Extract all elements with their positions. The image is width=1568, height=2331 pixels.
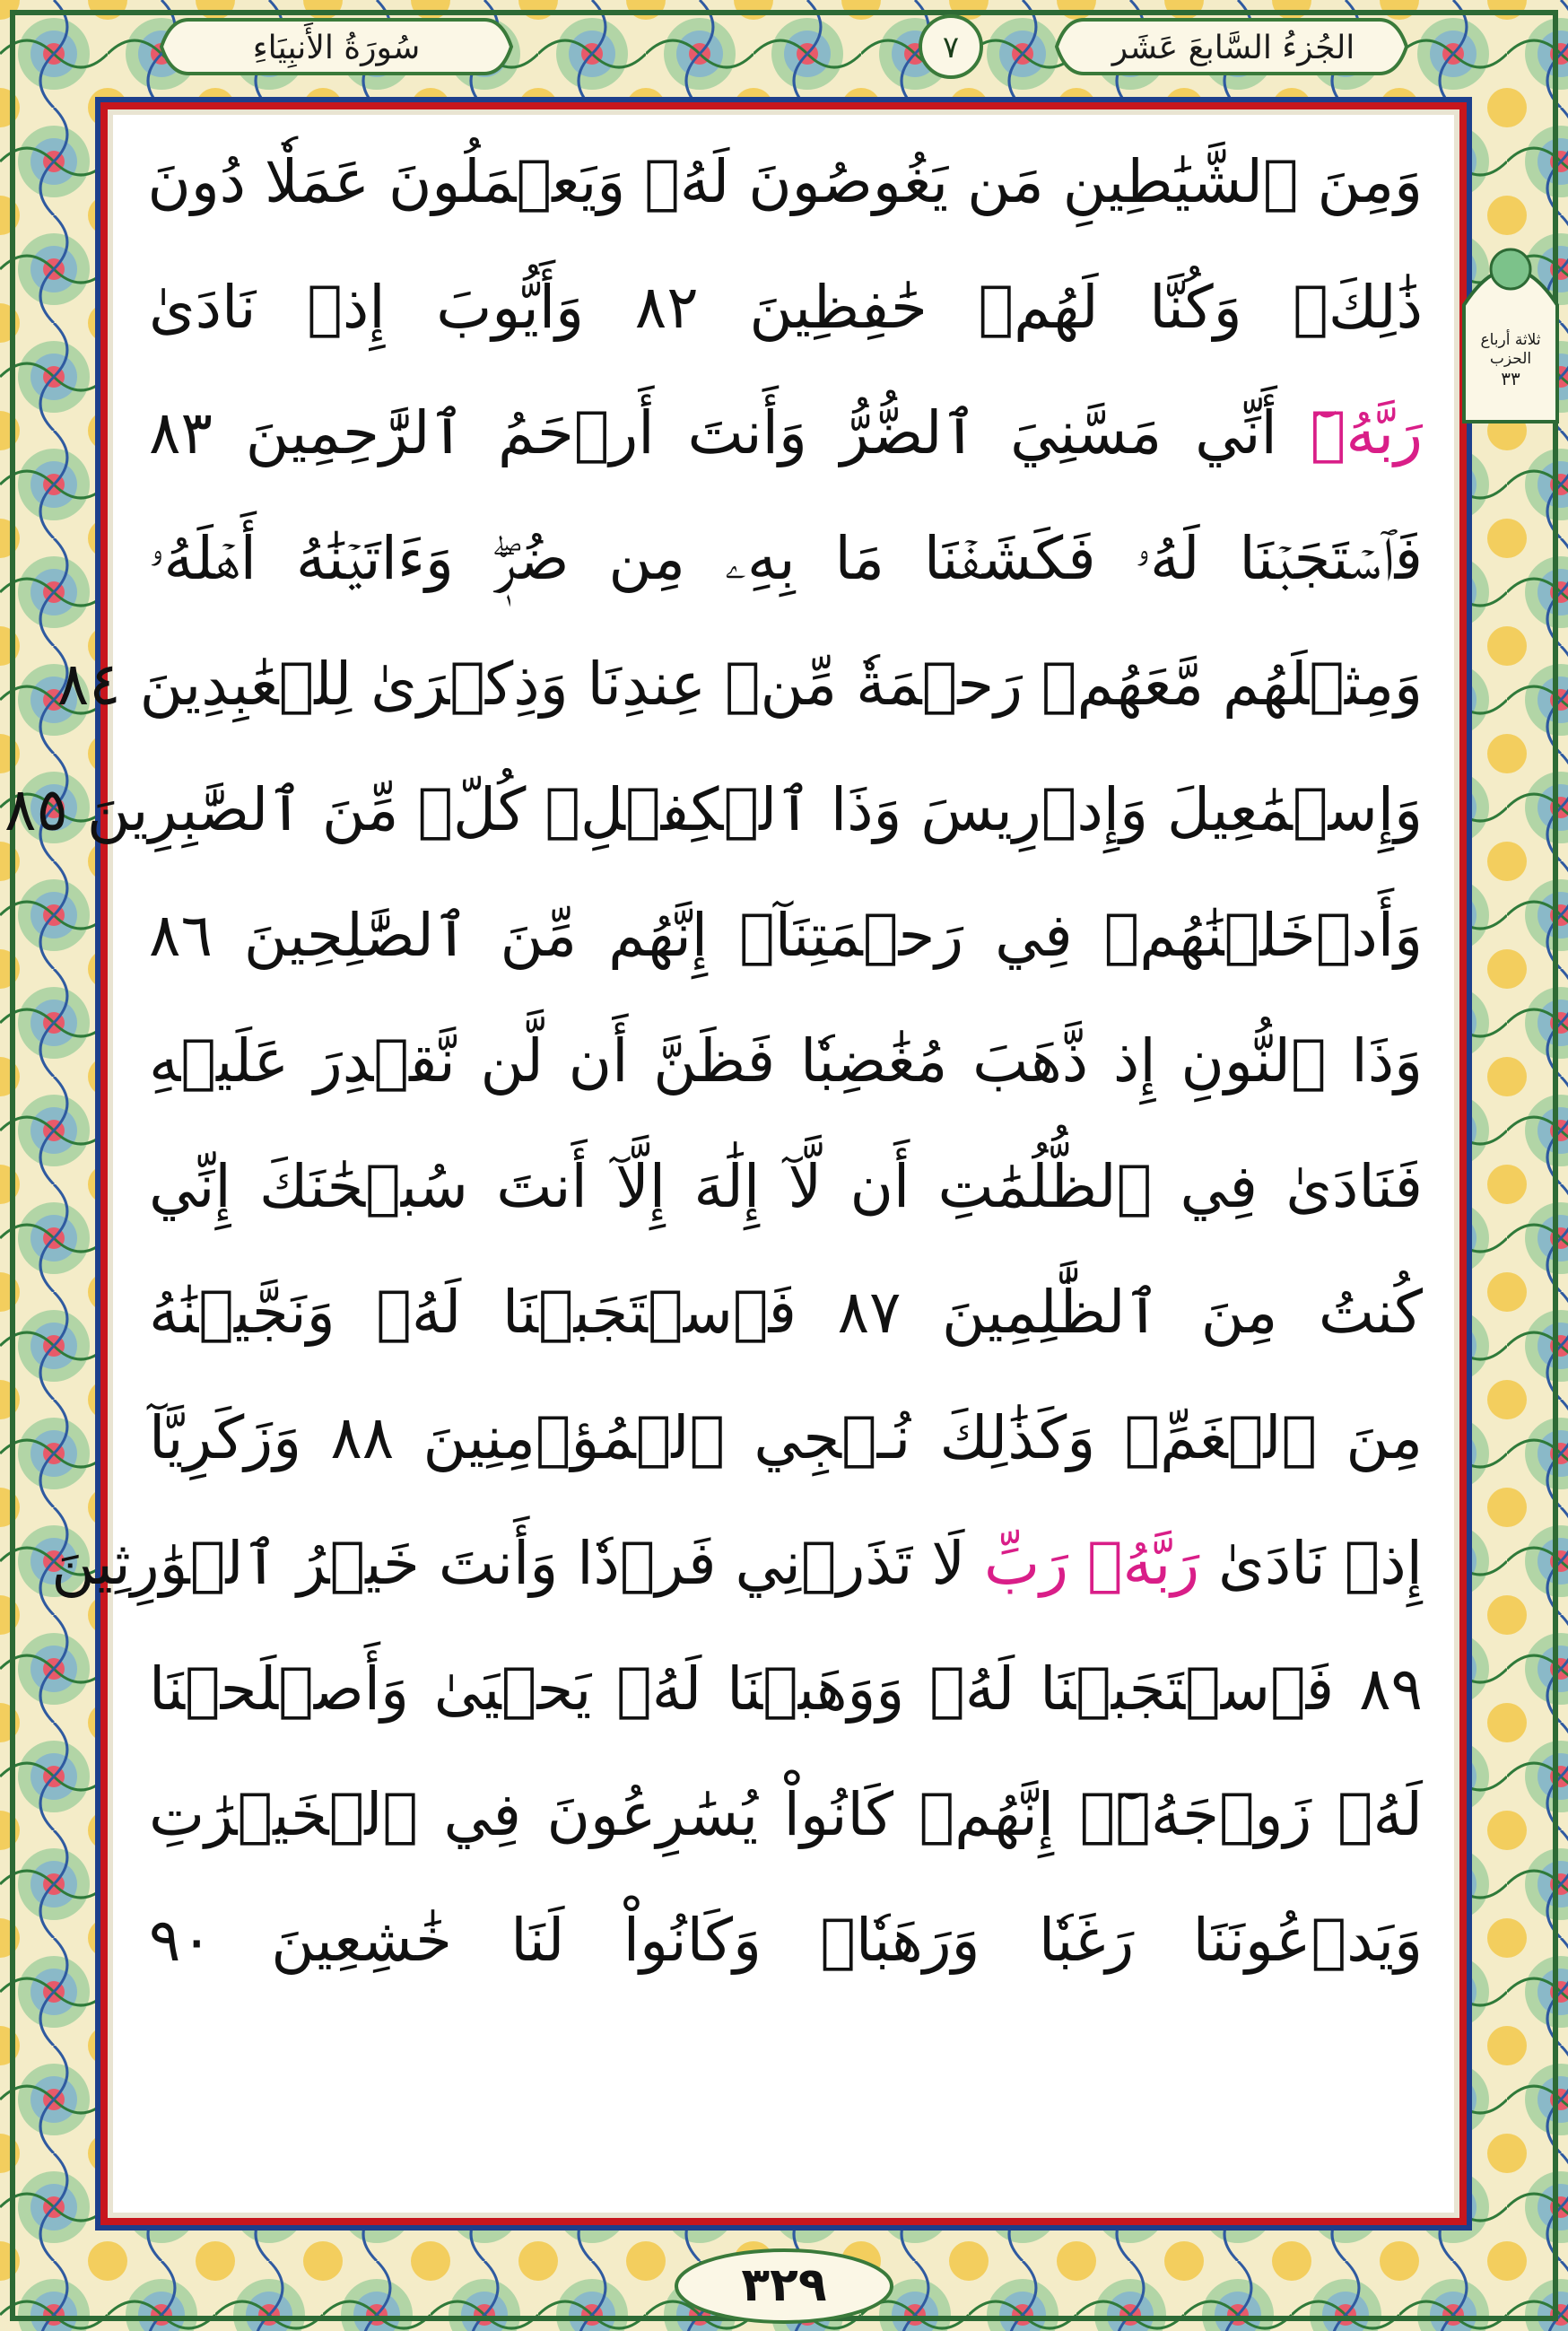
line-text: أَنِّي مَسَّنِيَ ٱلضُّرُّ وَأَنتَ أَرۡحَمُ ٱلرَّٰحِمِينَ ٨٣	[149, 398, 1277, 467]
text-line-3	[149, 375, 1423, 492]
hizb-label-1: ثلاثة أرباع	[1480, 331, 1541, 350]
text-line-15: وَيَدۡعُونَنَا رَغَبٗا وَرَهَبٗاۖ وَكَانُواْ لَنَا خَٰشِعِينَ ٩٠	[149, 1906, 1423, 1975]
highlight-word: رَبَّهُۥ رَبِّ	[983, 1529, 1200, 1598]
text-line-6: وَإِسۡمَٰعِيلَ وَإِدۡرِيسَ وَذَا ٱلۡكِفۡلِۖ كُلّٞ مِّنَ ٱلصَّٰبِرِينَ ٨٥	[4, 775, 1423, 844]
hizb-marker	[1464, 240, 1557, 402]
page-text	[4, 115, 1454, 2213]
text-line-14: لَهُۥ زَوۡجَهُۥٓۚ إِنَّهُمۡ كَانُواْ يُسَٰرِعُونَ فِي ٱلۡخَيۡرَٰتِ	[149, 1780, 1423, 1849]
highlight-word: رَبَّهُۥٓ	[1310, 398, 1423, 467]
juz-title: الجُزءُ السَّابعَ عَشَر	[1111, 29, 1355, 66]
text-line-4: فَٱسۡتَجَبۡنَا لَهُۥ فَكَشَفۡنَا مَا بِهِۦ مِن ضُرّٖۖ وَءَاتَيۡنَٰهُ أَهۡلَهُۥ	[149, 524, 1423, 593]
text-line-1: وَمِنَ ٱلشَّيَٰطِينِ مَن يَغُوصُونَ لَهُۥ وَيَعۡمَلُونَ عَمَلٗا دُونَ	[147, 147, 1423, 216]
text-line-11: مِنَ ٱلۡغَمِّۚ وَكَذَٰلِكَ نُـۨجِي ٱلۡمُؤۡمِنِينَ ٨٨ وَزَكَرِيَّآ	[149, 1403, 1424, 1472]
line-prefix: إِذۡ نَادَىٰ	[1218, 1529, 1423, 1598]
text-line-12	[51, 1506, 1423, 1622]
page-number: ٣٢٩	[741, 2258, 827, 2312]
text-line-8: وَذَا ٱلنُّونِ إِذ ذَّهَبَ مُغَٰضِبٗا فَظَنَّ أَن لَّن نَّقۡدِرَ عَلَيۡهِ	[149, 1026, 1423, 1096]
hizb-number: ٣٣	[1501, 368, 1520, 389]
surah-title: سُورَةُ الأَنبِيَاءِ	[252, 29, 421, 66]
text-line-9: فَنَادَىٰ فِي ٱلظُّلُمَٰتِ أَن لَّآ إِلَٰهَ إِلَّآ أَنتَ سُبۡحَٰنَكَ إِنِّي	[149, 1152, 1423, 1221]
text-line-10: كُنتُ مِنَ ٱلظَّٰلِمِينَ ٨٧ فَٱسۡتَجَبۡنَا لَهُۥ وَنَجَّيۡنَٰهُ	[149, 1278, 1424, 1347]
header-mark: ٧	[942, 30, 960, 65]
text-line-7: وَأَدۡخَلۡنَٰهُمۡ فِي رَحۡمَتِنَآۖ إِنَّهُم مِّنَ ٱلصَّٰلِحِينَ ٨٦	[149, 901, 1423, 970]
text-line-5: وَمِثۡلَهُم مَّعَهُمۡ رَحۡمَةٗ مِّنۡ عِندِنَا وَذِكۡرَىٰ لِلۡعَٰبِدِينَ ٨٤	[57, 650, 1423, 719]
line-text: لَا تَذَرۡنِي فَرۡدٗا وَأَنتَ خَيۡرُ ٱلۡوَٰرِثِينَ	[51, 1529, 965, 1598]
hizb-label-2: الحزب	[1489, 349, 1532, 368]
text-line-2: ذَٰلِكَۖ وَكُنَّا لَهُمۡ حَٰفِظِينَ ٨٢ وَأَيُّوبَ إِذۡ نَادَىٰ	[149, 273, 1424, 342]
text-line-13: ٨٩ فَٱسۡتَجَبۡنَا لَهُۥ وَوَهَبۡنَا لَهُۥ يَحۡيَىٰ وَأَصۡلَحۡنَا	[149, 1654, 1423, 1724]
